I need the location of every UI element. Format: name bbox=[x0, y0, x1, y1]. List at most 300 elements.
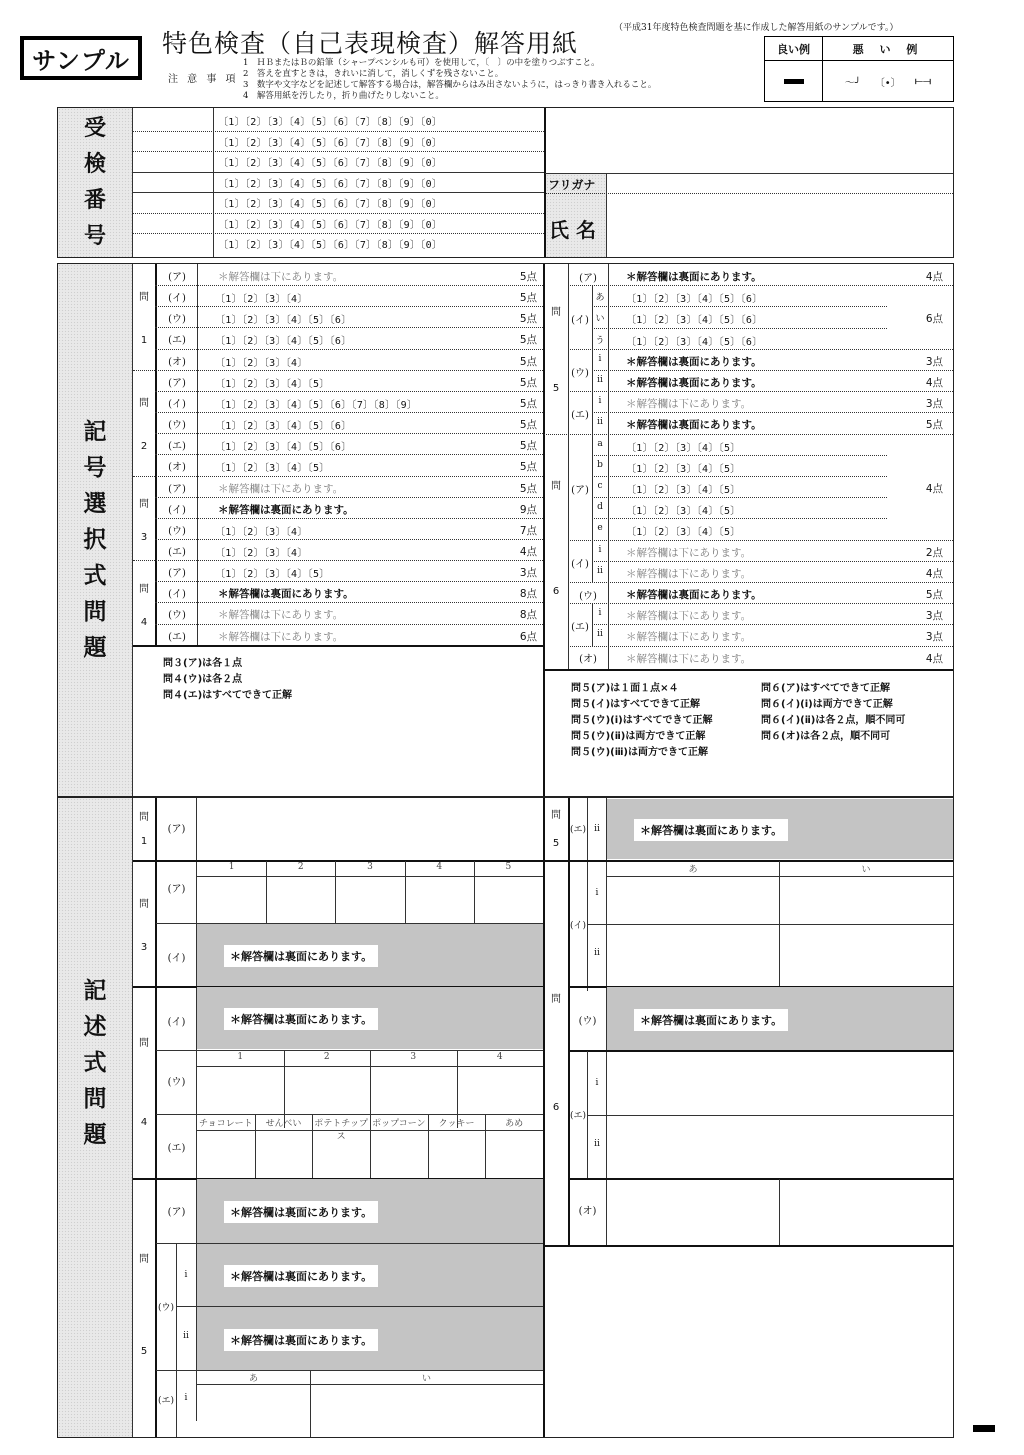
column-header: ポップコーン bbox=[372, 1119, 426, 1129]
answer-bubble-area[interactable] bbox=[210, 308, 510, 327]
choice-bubbles: 〔1〕〔2〕〔3〕〔4〕〔5〕 bbox=[215, 569, 330, 581]
sub-question-label: (ア) bbox=[579, 272, 597, 284]
points: 5点 bbox=[519, 397, 537, 410]
divider bbox=[156, 1050, 543, 1051]
furigana-field[interactable] bbox=[607, 174, 953, 193]
question-label: 問 bbox=[139, 812, 149, 823]
label-char: 問 bbox=[83, 599, 107, 625]
answer-bubble-area[interactable] bbox=[210, 435, 510, 454]
back-side-notice: ＊解答欄は裏面にあります。 bbox=[634, 819, 788, 841]
sub-sub-label: い bbox=[595, 314, 605, 325]
sub-sub-label: ⅰ bbox=[595, 1078, 599, 1088]
answer-field[interactable] bbox=[780, 1180, 952, 1244]
column-header: 1 bbox=[228, 862, 235, 872]
label-char: 択 bbox=[83, 527, 107, 553]
answer-bubble-area[interactable] bbox=[622, 287, 812, 306]
sub-sub-label: d bbox=[597, 502, 603, 513]
written-label bbox=[58, 798, 132, 1437]
answer-location-note: ＊解答欄は裏面にあります。 bbox=[626, 589, 762, 601]
answer-field[interactable] bbox=[475, 877, 542, 922]
points: 3点 bbox=[925, 398, 943, 411]
answer-field[interactable] bbox=[608, 1180, 778, 1244]
answer-field[interactable] bbox=[267, 877, 334, 922]
divider bbox=[155, 285, 543, 286]
sub-question-label: (エ) bbox=[569, 825, 587, 835]
sub-sub-label: う bbox=[595, 335, 605, 346]
bad-example-label: 悪 い 例 bbox=[823, 37, 953, 61]
points: 3点 bbox=[925, 631, 943, 644]
digit-bubble-row: 〔1〕〔2〕〔3〕〔4〕〔5〕〔6〕〔7〕〔8〕〔9〕〔0〕 bbox=[218, 240, 443, 251]
page-subtitle: （平成31年度特色検査問題を基に作成した解答用紙のサンプルです。） bbox=[614, 23, 899, 33]
choice-bubbles: 〔1〕〔2〕〔3〕〔4〕〔5〕 bbox=[626, 527, 741, 539]
choice-bubbles: 〔1〕〔2〕〔3〕〔4〕〔5〕〔6〕 bbox=[626, 336, 763, 348]
scoring-note: 問５(ウ)(ⅰ)はすべてできて正解 bbox=[571, 715, 713, 726]
choice-bubbles: 〔1〕〔2〕〔3〕〔4〕〔5〕〔6〕〔7〕〔8〕〔9〕 bbox=[215, 399, 418, 411]
sub-question-label: (エ) bbox=[571, 622, 589, 634]
answer-location-note: ＊解答欄は下にあります。 bbox=[626, 631, 752, 644]
sub-sub-label: ⅱ bbox=[594, 948, 600, 958]
answer-field[interactable] bbox=[780, 877, 952, 923]
sub-question-label: (イ) bbox=[569, 921, 587, 931]
divider bbox=[133, 476, 543, 477]
sub-question-label: (ウ) bbox=[168, 525, 186, 537]
points: 5点 bbox=[519, 271, 537, 283]
divider bbox=[155, 412, 543, 413]
column-header: あ bbox=[688, 865, 698, 875]
scoring-note: 問４(エ)はすべてできて正解 bbox=[163, 690, 292, 701]
answer-location-note: ＊解答欄は裏面にあります。 bbox=[218, 503, 354, 516]
choice-bubbles: 〔1〕〔2〕〔3〕〔4〕〔5〕〔6〕 bbox=[215, 442, 352, 454]
column-header: ポテトチップス bbox=[314, 1119, 369, 1142]
scoring-note: 問５(イ)はすべてできて正解 bbox=[571, 699, 700, 710]
divider bbox=[155, 306, 543, 307]
sub-sub-label: ⅱ bbox=[597, 375, 603, 385]
answer-location-note: ＊解答欄は裏面にあります。 bbox=[218, 588, 354, 601]
back-side-notice: ＊解答欄は裏面にあります。 bbox=[224, 1265, 378, 1287]
left-scoring-notes bbox=[163, 656, 292, 704]
answer-bubble-area[interactable] bbox=[622, 478, 812, 497]
answer-location-note: ＊解答欄は下にあります。 bbox=[626, 652, 752, 665]
divider bbox=[133, 560, 543, 561]
choice-bubbles: 〔1〕〔2〕〔3〕〔4〕〔5〕 bbox=[626, 442, 741, 454]
exam-digit-field[interactable] bbox=[133, 213, 213, 233]
divider bbox=[592, 455, 887, 456]
answer-field[interactable] bbox=[311, 1385, 542, 1436]
question-label: 問 bbox=[139, 1038, 149, 1049]
sub-sub-label: ⅰ bbox=[184, 1270, 188, 1280]
sub-sub-label: ⅱ bbox=[183, 1331, 189, 1341]
label-char: 号 bbox=[83, 455, 107, 481]
points: 4点 bbox=[519, 545, 537, 558]
points: 5点 bbox=[519, 376, 537, 389]
label-char: 述 bbox=[83, 1013, 107, 1040]
sub-sub-label: b bbox=[597, 459, 603, 470]
divider bbox=[543, 1245, 545, 1437]
divider bbox=[592, 561, 953, 562]
points: 5点 bbox=[519, 292, 537, 305]
divider bbox=[592, 306, 887, 307]
exam-digit-field[interactable] bbox=[133, 110, 213, 130]
digit-bubble-row: 〔1〕〔2〕〔3〕〔4〕〔5〕〔6〕〔7〕〔8〕〔9〕〔0〕 bbox=[218, 199, 443, 210]
points: 3点 bbox=[925, 610, 943, 623]
sub-question-label: (ア) bbox=[168, 483, 186, 495]
answer-bubble-area[interactable] bbox=[622, 457, 812, 476]
sub-question-label: (イ) bbox=[571, 315, 589, 326]
column-header: 4 bbox=[436, 862, 443, 872]
back-side-notice: ＊解答欄は裏面にあります。 bbox=[224, 1329, 378, 1351]
label-char: 記 bbox=[83, 977, 107, 1004]
exam-digit-field[interactable] bbox=[133, 192, 213, 212]
answer-bubble-area[interactable] bbox=[210, 541, 510, 560]
column-header: 1 bbox=[237, 1052, 244, 1062]
divider bbox=[155, 433, 543, 434]
sub-question-label: (イ) bbox=[168, 398, 186, 410]
question-label: 問 bbox=[551, 810, 561, 821]
sub-sub-label: c bbox=[597, 481, 603, 491]
sub-question-label: (ウ) bbox=[579, 590, 597, 602]
answer-field[interactable] bbox=[608, 877, 778, 923]
question-number: 3 bbox=[140, 942, 148, 953]
sub-question-label: (ウ) bbox=[167, 1077, 186, 1088]
answer-location-note: ＊解答欄は裏面にあります。 bbox=[626, 377, 762, 389]
sample-label: サンプル bbox=[20, 36, 142, 80]
sub-sub-label: ⅱ bbox=[594, 1139, 600, 1149]
divider bbox=[544, 434, 953, 435]
divider bbox=[155, 497, 543, 498]
divider bbox=[608, 264, 609, 669]
sub-sub-label: ⅰ bbox=[598, 353, 602, 364]
points: 2点 bbox=[925, 546, 943, 559]
sub-question-label: (ア) bbox=[167, 824, 186, 835]
sub-question-label: (ア) bbox=[168, 568, 186, 580]
note-1: 1 ＨＢまたはＢの鉛筆（シャープペンシルも可）を使用して，〔 〕の中を塗りつぶすこと。 bbox=[243, 58, 600, 68]
sub-question-label: (イ) bbox=[571, 558, 589, 570]
furigana-label: フリガナ bbox=[548, 178, 596, 192]
divider bbox=[155, 581, 543, 582]
back-side-notice: ＊解答欄は裏面にあります。 bbox=[634, 1009, 788, 1031]
answer-location-note: ＊解答欄は下にあります。 bbox=[626, 610, 752, 623]
label-char: 号 bbox=[83, 223, 106, 249]
scoring-note: 問５(ア)は１面１点×４ bbox=[571, 683, 679, 694]
divider bbox=[592, 412, 953, 413]
divider bbox=[543, 1245, 953, 1247]
question-label: 問 bbox=[139, 899, 149, 910]
exam-digit-field[interactable] bbox=[133, 233, 213, 253]
answer-location-note: ＊解答欄は下にあります。 bbox=[626, 546, 752, 559]
choice-bubbles: 〔1〕〔2〕〔3〕〔4〕〔5〕 bbox=[626, 506, 741, 518]
column-header: 2 bbox=[297, 862, 304, 872]
answer-bubble-area[interactable] bbox=[210, 372, 510, 391]
sub-question-label: (イ) bbox=[167, 1017, 186, 1028]
divider bbox=[568, 540, 953, 541]
divider bbox=[155, 391, 543, 392]
scoring-note: 問６(イ)(ⅱ)は各２点，順不同可 bbox=[761, 715, 906, 726]
sub-question-label: (エ) bbox=[167, 1143, 186, 1154]
answer-bubble-area[interactable] bbox=[210, 287, 510, 306]
question-number: 6 bbox=[552, 1102, 560, 1113]
question-number: 3 bbox=[140, 532, 148, 544]
sub-question-label: (オ) bbox=[578, 1206, 597, 1217]
answer-bubble-area[interactable] bbox=[622, 520, 812, 539]
scoring-note: 問５(ウ)(ⅲ)は両方できて正解 bbox=[571, 747, 709, 758]
points: 4点 bbox=[925, 377, 943, 389]
points: 5点 bbox=[519, 313, 537, 326]
points: 4点 bbox=[925, 567, 943, 580]
question-label: 問 bbox=[551, 994, 561, 1005]
choice-bubbles: 〔1〕〔2〕〔3〕〔4〕 bbox=[215, 294, 308, 306]
divider bbox=[592, 518, 887, 519]
scoring-note: 問３(ア)は各１点 bbox=[163, 658, 243, 669]
choice-bubbles: 〔1〕〔2〕〔3〕〔4〕〔5〕〔6〕 bbox=[215, 315, 352, 327]
sub-question-label: (オ) bbox=[579, 654, 597, 666]
exam-digit-field[interactable] bbox=[133, 151, 213, 171]
sub-sub-label: あ bbox=[595, 293, 605, 304]
divider bbox=[132, 264, 133, 796]
column-header: 3 bbox=[367, 862, 373, 872]
divider bbox=[133, 645, 543, 647]
points: 3点 bbox=[519, 567, 537, 580]
divider bbox=[592, 370, 953, 371]
label-char: 選 bbox=[83, 491, 107, 517]
question-label: 問 bbox=[139, 583, 149, 595]
question-number: 5 bbox=[140, 1346, 148, 1357]
column-header: クッキー bbox=[438, 1119, 475, 1129]
divider bbox=[592, 476, 887, 477]
points: 4点 bbox=[925, 271, 943, 283]
choice-bubbles: 〔1〕〔2〕〔3〕〔4〕〔5〕〔6〕 bbox=[215, 336, 352, 348]
divider bbox=[568, 285, 953, 286]
column-header: せんべい bbox=[265, 1119, 302, 1129]
answer-location-note: ＊解答欄は裏面にあります。 bbox=[626, 355, 762, 368]
question-number: 6 bbox=[552, 586, 560, 597]
divider bbox=[543, 798, 545, 1245]
choice-bubbles: 〔1〕〔2〕〔3〕〔4〕〔5〕〔6〕 bbox=[626, 315, 763, 327]
answer-bubble-area[interactable] bbox=[210, 351, 510, 370]
answer-field[interactable] bbox=[198, 1385, 309, 1436]
answer-field[interactable] bbox=[198, 877, 265, 922]
sub-question-label: (オ) bbox=[168, 356, 186, 368]
exam-digit-field[interactable] bbox=[133, 172, 213, 192]
scoring-note: 問５(ウ)(ⅱ)は両方できて正解 bbox=[571, 731, 706, 742]
column-header: い bbox=[861, 865, 871, 875]
scoring-note: 問６(ア)はすべてできて正解 bbox=[761, 683, 890, 694]
sub-question-label: (イ) bbox=[168, 293, 186, 305]
choice-bubbles: 〔1〕〔2〕〔3〕〔4〕 bbox=[215, 526, 308, 538]
question-label: 問 bbox=[139, 292, 149, 304]
answer-field[interactable] bbox=[406, 877, 473, 922]
choice-bubbles: 〔1〕〔2〕〔3〕〔4〕 bbox=[215, 357, 308, 369]
bad-mark-line-icon: ⟝⟞ bbox=[914, 75, 932, 87]
divider bbox=[592, 624, 953, 625]
divider bbox=[546, 193, 953, 194]
answer-bubble-area[interactable] bbox=[622, 436, 812, 455]
notes-label: 注 意 事 項 bbox=[168, 74, 239, 85]
sub-sub-label: ⅰ bbox=[184, 1393, 188, 1403]
column-header: あめ bbox=[505, 1119, 524, 1129]
points: 5点 bbox=[519, 419, 537, 432]
sub-question-label: (エ) bbox=[569, 1111, 587, 1121]
divider bbox=[592, 328, 887, 329]
sub-sub-label: ⅱ bbox=[597, 629, 603, 640]
label-char: 式 bbox=[83, 1049, 107, 1076]
note-2: 2 答えを直すときは，きれいに消して，消しくずを残さないこと。 bbox=[243, 69, 504, 79]
divider bbox=[155, 539, 543, 540]
question-label: 問 bbox=[139, 398, 149, 409]
points: 4点 bbox=[925, 483, 943, 495]
label-char: 問 bbox=[83, 1085, 107, 1112]
digit-bubble-row: 〔1〕〔2〕〔3〕〔4〕〔5〕〔6〕〔7〕〔8〕〔9〕〔0〕 bbox=[218, 219, 443, 231]
answer-field[interactable] bbox=[197, 799, 542, 859]
answer-location-note: ＊解答欄は下にあります。 bbox=[218, 482, 344, 495]
answer-field[interactable] bbox=[608, 1052, 952, 1114]
choice-bubbles: 〔1〕〔2〕〔3〕〔4〕〔5〕 bbox=[626, 463, 741, 475]
question-number: 5 bbox=[552, 383, 560, 394]
choice-bubbles: 〔1〕〔2〕〔3〕〔4〕〔5〕 bbox=[626, 485, 741, 496]
answer-field[interactable] bbox=[608, 925, 778, 986]
digit-bubble-row: 〔1〕〔2〕〔3〕〔4〕〔5〕〔6〕〔7〕〔8〕〔9〕〔0〕 bbox=[218, 137, 443, 149]
points: 5点 bbox=[519, 355, 537, 368]
question-number: 4 bbox=[140, 1117, 148, 1128]
answer-field[interactable] bbox=[780, 925, 952, 986]
sub-question-label: (ア) bbox=[168, 377, 186, 389]
multiple-choice-label bbox=[58, 264, 132, 796]
note-4: 4 解答用紙を汚したり，折り曲げたりしないこと。 bbox=[243, 91, 444, 101]
digit-bubble-row: 〔1〕〔2〕〔3〕〔4〕〔5〕〔6〕〔7〕〔8〕〔9〕〔0〕 bbox=[218, 158, 443, 169]
sub-question-label: (エ) bbox=[157, 1396, 175, 1406]
points: 5点 bbox=[925, 589, 943, 601]
sub-question-label: (ウ) bbox=[168, 420, 186, 432]
answer-field[interactable] bbox=[336, 877, 403, 922]
question-number: 1 bbox=[140, 836, 148, 847]
divider bbox=[543, 264, 545, 796]
column-header: あ bbox=[248, 1374, 258, 1384]
question-number: 5 bbox=[552, 838, 560, 849]
answer-bubble-area[interactable] bbox=[622, 330, 812, 349]
points: 4点 bbox=[925, 652, 943, 665]
label-char: 題 bbox=[83, 1121, 107, 1148]
divider bbox=[568, 646, 953, 647]
label-char: 記 bbox=[83, 419, 107, 445]
right-scoring-notes-2 bbox=[761, 681, 905, 745]
answer-bubble-area[interactable] bbox=[210, 456, 510, 475]
choice-bubbles: 〔1〕〔2〕〔3〕〔4〕〔5〕〔6〕 bbox=[626, 294, 763, 306]
timing-mark-icon bbox=[973, 1425, 995, 1432]
page-title: 特色検査（自己表現検査）解答用紙 bbox=[162, 29, 579, 58]
answer-location-note: ＊解答欄は下にあります。 bbox=[218, 271, 344, 283]
sub-question-label: (エ) bbox=[168, 335, 186, 347]
good-example-label: 良い例 bbox=[765, 37, 823, 61]
divider bbox=[155, 454, 543, 455]
answer-bubble-area[interactable] bbox=[210, 414, 510, 433]
answer-bubble-area[interactable] bbox=[622, 499, 812, 518]
points: 9点 bbox=[519, 503, 537, 516]
divider bbox=[568, 391, 953, 392]
sub-question-label: (ウ) bbox=[578, 1016, 597, 1027]
points: 8点 bbox=[519, 609, 537, 622]
answer-bubble-area[interactable] bbox=[622, 308, 812, 327]
points: 5点 bbox=[519, 461, 537, 474]
sub-sub-label: ⅱ bbox=[594, 824, 600, 834]
bad-mark-dot-icon: 〔•〕 bbox=[874, 77, 901, 89]
back-side-notice: ＊解答欄は裏面にあります。 bbox=[224, 1201, 378, 1223]
answer-location-note: ＊解答欄は裏面にあります。 bbox=[626, 419, 762, 432]
sub-sub-label: ⅰ bbox=[598, 544, 602, 555]
sub-question-label: (ウ) bbox=[168, 314, 186, 326]
answer-bubble-area[interactable] bbox=[210, 562, 510, 581]
answer-bubble-area[interactable] bbox=[210, 520, 510, 539]
question-label: 問 bbox=[551, 480, 561, 492]
divider bbox=[132, 798, 133, 1437]
column-header: 5 bbox=[505, 862, 512, 872]
sub-question-label: (ア) bbox=[167, 884, 186, 895]
sub-question-label: (エ) bbox=[168, 441, 186, 453]
question-label: 問 bbox=[139, 1254, 149, 1265]
column-header: 2 bbox=[323, 1052, 330, 1062]
divider bbox=[155, 518, 543, 519]
points: 6点 bbox=[519, 630, 537, 643]
column-header: 3 bbox=[410, 1052, 417, 1062]
sub-question-label: (オ) bbox=[168, 462, 186, 474]
points: 5点 bbox=[925, 419, 943, 432]
sub-question-label: (ア) bbox=[168, 272, 186, 283]
divider bbox=[592, 497, 887, 498]
answer-location-note: ＊解答欄は下にあります。 bbox=[218, 630, 344, 643]
answer-bubble-area[interactable] bbox=[210, 329, 510, 348]
sub-sub-label: ⅱ bbox=[597, 565, 603, 576]
divider bbox=[568, 603, 953, 604]
answer-bubble-area[interactable] bbox=[210, 393, 510, 412]
label-char: 受 bbox=[83, 115, 106, 141]
divider bbox=[155, 349, 543, 350]
answer-field[interactable] bbox=[608, 1116, 952, 1177]
sub-sub-label: ⅰ bbox=[598, 608, 602, 619]
name-field[interactable] bbox=[607, 195, 953, 257]
answer-location-note: ＊解答欄は下にあります。 bbox=[626, 567, 752, 580]
column-header: チョコレート bbox=[198, 1119, 253, 1129]
divider bbox=[568, 582, 953, 583]
sub-sub-label: e bbox=[597, 523, 603, 534]
label-char: 検 bbox=[83, 151, 106, 177]
sub-sub-label: ⅰ bbox=[595, 888, 599, 898]
scoring-note: 問６(イ)(ⅰ)は両方できて正解 bbox=[761, 699, 893, 710]
column-header: 4 bbox=[496, 1052, 503, 1062]
divider bbox=[133, 370, 543, 371]
question-label: 問 bbox=[551, 307, 561, 318]
label-char: 式 bbox=[83, 563, 107, 589]
points: 5点 bbox=[519, 334, 537, 347]
note-3: 3 数字や文字などを記述して解答する場合は，解答欄からはみ出さないように，はっきり書き入れること。 bbox=[243, 80, 657, 90]
right-scoring-notes-1 bbox=[571, 681, 713, 761]
exam-digit-field[interactable] bbox=[133, 131, 213, 151]
points: 5点 bbox=[519, 440, 537, 453]
question-number: 2 bbox=[140, 440, 148, 452]
good-mark-icon bbox=[784, 79, 804, 84]
sub-question-label: (イ) bbox=[168, 589, 186, 601]
points: 6点 bbox=[925, 313, 943, 326]
sub-question-label: (ア) bbox=[167, 1207, 186, 1218]
divider bbox=[155, 602, 543, 603]
points: 8点 bbox=[519, 588, 537, 601]
digit-bubble-row: 〔1〕〔2〕〔3〕〔4〕〔5〕〔6〕〔7〕〔8〕〔9〕〔0〕 bbox=[218, 178, 443, 190]
choice-bubbles: 〔1〕〔2〕〔3〕〔4〕〔5〕 bbox=[215, 463, 330, 475]
sub-question-label: (ア) bbox=[571, 484, 589, 496]
choice-bubbles: 〔1〕〔2〕〔3〕〔4〕〔5〕 bbox=[215, 378, 330, 390]
answer-location-note: ＊解答欄は裏面にあります。 bbox=[626, 271, 762, 283]
divider bbox=[155, 327, 543, 328]
points: 5点 bbox=[519, 482, 537, 495]
sub-question-label: (イ) bbox=[168, 504, 186, 516]
sub-sub-label: ⅱ bbox=[597, 417, 603, 428]
